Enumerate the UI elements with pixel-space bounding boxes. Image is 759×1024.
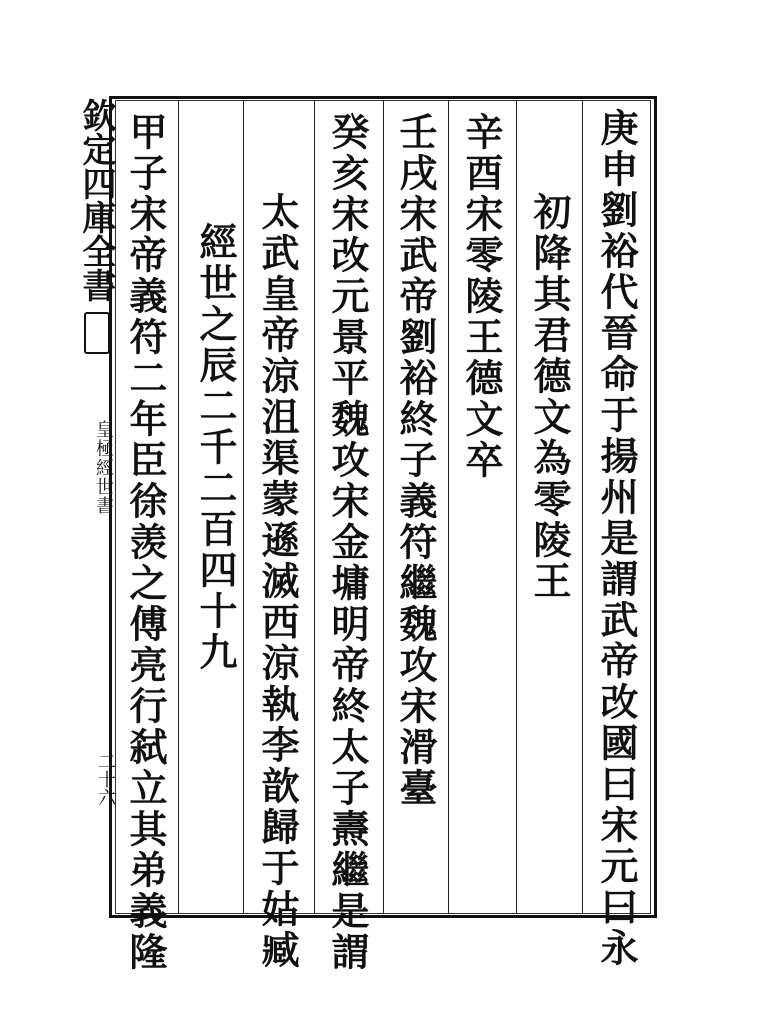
text-column-2: 初降其君德文為零陵王 bbox=[527, 192, 572, 602]
fish-tail-mark bbox=[84, 312, 110, 354]
column-divider bbox=[178, 100, 179, 914]
column-divider bbox=[516, 100, 517, 914]
series-title: 欽定四庫全書 bbox=[76, 98, 116, 302]
text-column-1: 庚申劉裕代晉命于揚州是謂武帝改國曰宋元曰永 bbox=[594, 108, 639, 969]
text-column-4: 壬戌宋武帝劉裕終子義符繼魏攻宋滑臺 bbox=[393, 112, 438, 809]
column-divider bbox=[448, 100, 449, 914]
text-column-5: 癸亥宋改元景平魏攻宋金墉明帝終太子燾繼是謂 bbox=[325, 112, 370, 973]
text-column-6: 太武皇帝涼沮渠蒙遜滅西涼執李歆歸于姑臧 bbox=[255, 192, 300, 971]
text-column-7: 經世之辰二千二百四十九 bbox=[193, 222, 238, 673]
column-divider bbox=[582, 100, 583, 914]
column-divider bbox=[314, 100, 315, 914]
column-divider bbox=[243, 100, 244, 914]
column-divider bbox=[383, 100, 384, 914]
book-title: 皇極經世書 bbox=[93, 420, 114, 515]
text-column-8: 甲子宋帝義符二年臣徐羡之傅亮行弑立其弟義隆 bbox=[123, 112, 168, 973]
page-number: 二十六 bbox=[95, 752, 116, 806]
text-column-3: 辛酉宋零陵王德文卒 bbox=[459, 112, 504, 481]
